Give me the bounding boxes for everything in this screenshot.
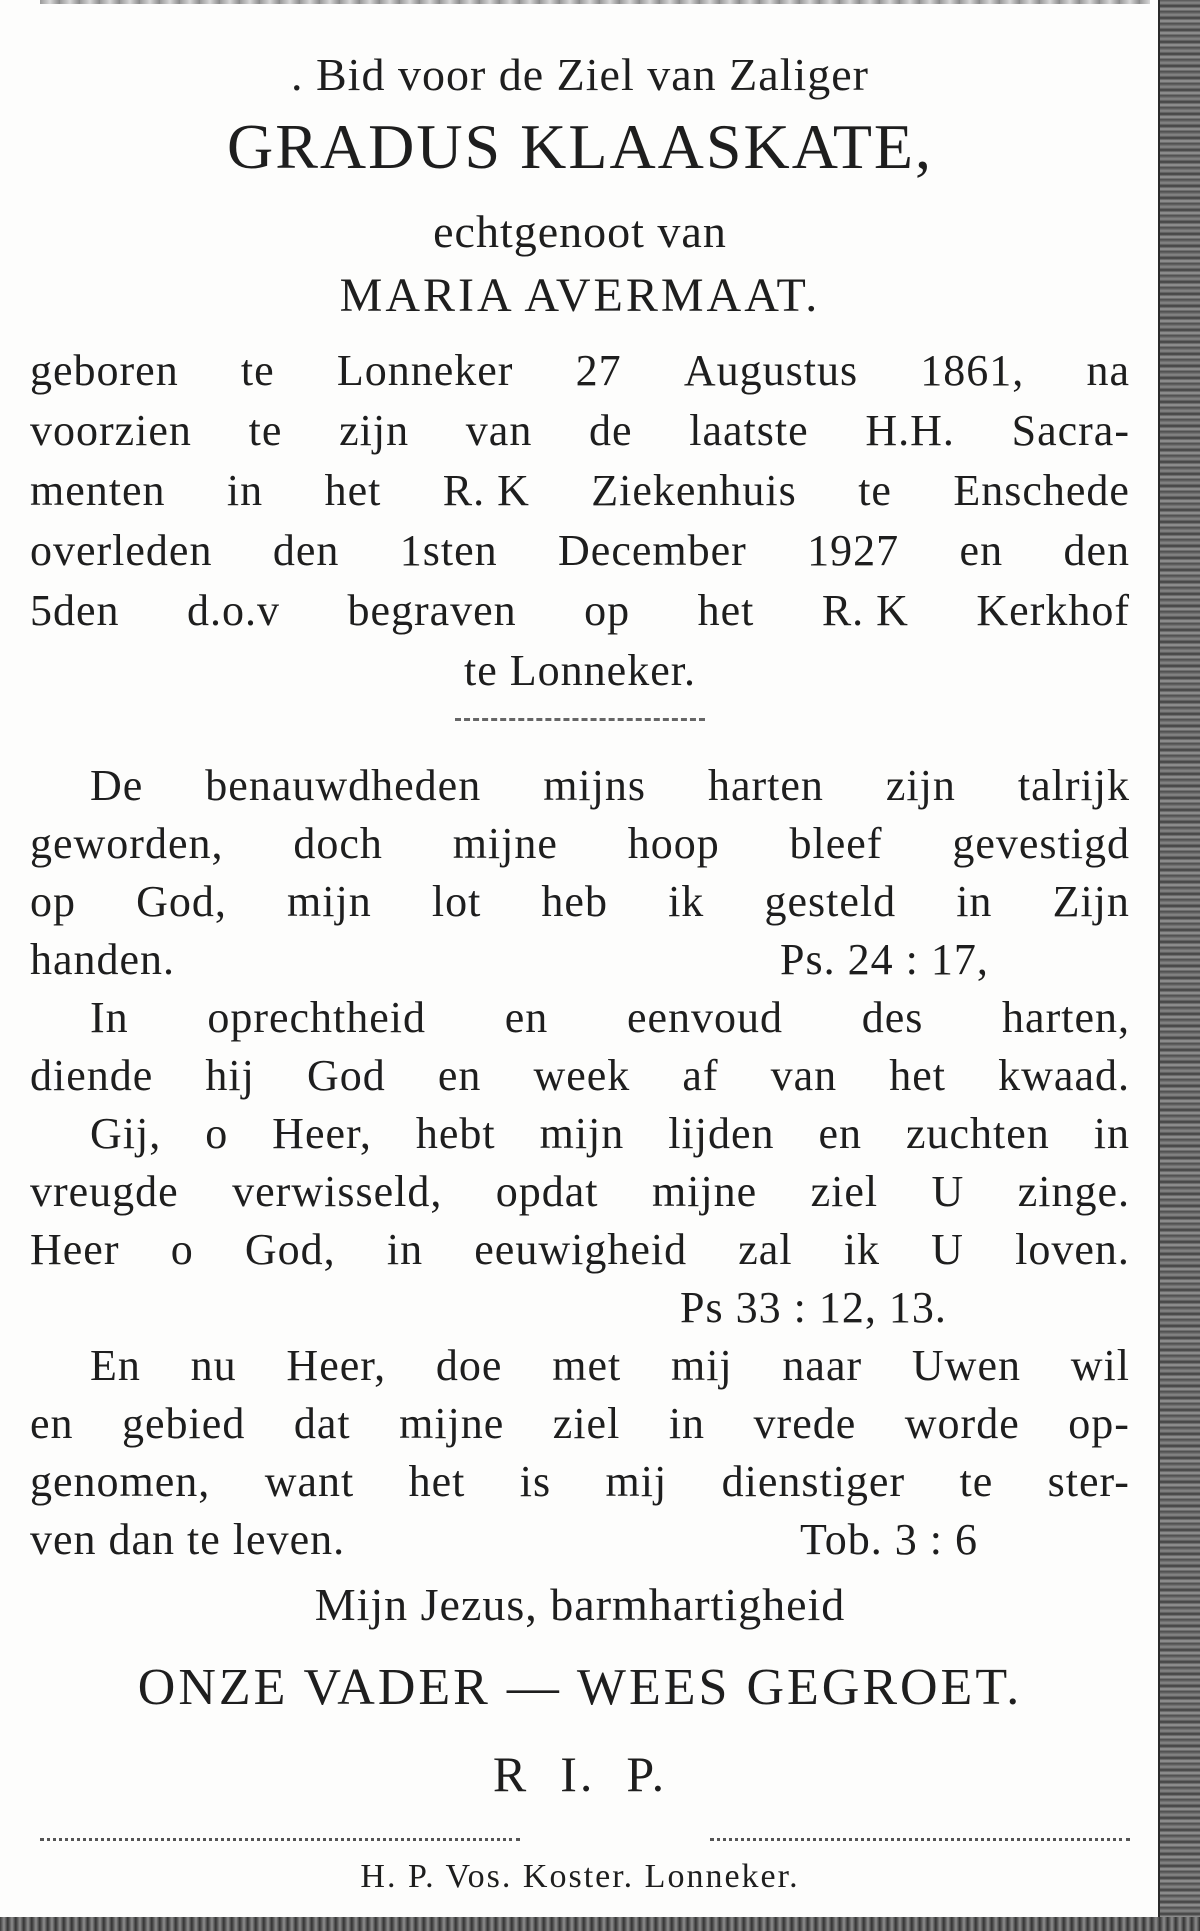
word: doch: [293, 819, 383, 868]
word: H.H.: [865, 406, 955, 455]
word: met: [552, 1341, 622, 1390]
word: het: [889, 1051, 947, 1100]
word: en: [818, 1109, 862, 1158]
word: R. K: [442, 466, 530, 515]
verse-last-line: ven dan te leven.: [30, 1515, 346, 1564]
word: mij: [670, 1341, 733, 1390]
word: d.o.v: [186, 586, 280, 635]
word: genomen,: [30, 1457, 211, 1506]
word: en: [30, 1399, 74, 1448]
word: geworden,: [30, 819, 224, 868]
word: ziel: [552, 1399, 621, 1448]
word: in: [386, 1225, 424, 1274]
word: zijn: [339, 406, 410, 455]
word: God,: [136, 877, 227, 926]
bio-line: [30, 405, 1130, 456]
prayer-heading: . Bid voor de Ziel van Zaliger: [290, 49, 869, 100]
word: mijn: [539, 1109, 625, 1158]
word: en: [504, 993, 549, 1042]
bio-line: [30, 345, 1130, 396]
word: af: [682, 1051, 719, 1100]
bio-last-line: te Lonneker.: [464, 646, 696, 695]
word: zal: [738, 1225, 793, 1274]
closing-prayers: ONZE VADER — WEES GEGROET.: [137, 1659, 1023, 1716]
word: op-: [1068, 1399, 1130, 1448]
word: na: [1086, 346, 1130, 395]
word: hoop: [627, 819, 720, 868]
word: en: [959, 526, 1004, 575]
scanner-shadow-right: [1160, 0, 1200, 1931]
word: harten,: [1002, 993, 1130, 1042]
verse-line: [30, 1050, 1130, 1101]
word: 5den: [30, 586, 120, 635]
word: ziel: [810, 1167, 879, 1216]
footer-rule-left: [40, 1838, 520, 1841]
verse-line: [30, 1398, 1130, 1449]
word: de: [589, 406, 633, 455]
word: U: [931, 1167, 965, 1216]
deceased-name: GRADUS KLAASKATE,: [226, 111, 934, 182]
word: Augustus: [683, 346, 859, 395]
word: diende: [30, 1051, 154, 1100]
word: In: [90, 993, 129, 1042]
bio-line: [30, 585, 1130, 636]
word: Zijn: [1052, 877, 1130, 926]
word: R. K: [821, 586, 909, 635]
word: begraven: [347, 586, 517, 635]
word: geboren: [30, 346, 179, 395]
scanner-shadow-bottom: [0, 1917, 1200, 1931]
word: in: [956, 877, 993, 926]
word: naar: [782, 1341, 863, 1390]
word: ik: [843, 1225, 880, 1274]
word: heb: [541, 877, 608, 926]
word: Ziekenhuis: [591, 466, 797, 515]
word: benauwdheden: [205, 761, 482, 810]
word: het: [324, 466, 382, 515]
word: mijne: [399, 1399, 505, 1448]
word: Uwen: [911, 1341, 1021, 1390]
word: 1927: [807, 526, 900, 575]
word: Kerkhof: [976, 586, 1130, 635]
word: te: [240, 346, 275, 395]
word: Gij,: [90, 1109, 162, 1158]
verse-line: [30, 1224, 1130, 1275]
word: De: [90, 761, 144, 810]
word: zuchten: [905, 1109, 1050, 1158]
rip: R I. P.: [492, 1746, 668, 1802]
word: eenvoud: [626, 993, 784, 1042]
word: God: [306, 1051, 386, 1100]
word: harten: [707, 761, 824, 810]
word: dienstiger: [721, 1457, 906, 1506]
verse-line: [30, 1166, 1130, 1217]
card-top-edge: [40, 0, 1150, 4]
word: kwaad.: [998, 1051, 1130, 1100]
word: God,: [244, 1225, 336, 1274]
word: laatste: [689, 406, 809, 455]
spouse-intro: echtgenoot van: [433, 206, 727, 257]
word: opdat: [495, 1167, 599, 1216]
word: des: [861, 993, 924, 1042]
word: mijns: [543, 761, 646, 810]
verse-line: [90, 760, 1130, 811]
word: lot: [431, 877, 482, 926]
bio-line: [30, 525, 1130, 576]
footer-rule-right: [710, 1838, 1130, 1841]
verse-line: [90, 1108, 1130, 1159]
word: eeuwigheid: [474, 1225, 688, 1274]
word: hij: [205, 1051, 255, 1100]
word: gevestigd: [952, 819, 1130, 868]
word: te: [248, 406, 283, 455]
scripture-reference: Tob. 3 : 6: [800, 1515, 979, 1564]
bio-line: [30, 465, 1130, 516]
verse-last-word: handen.: [30, 935, 176, 984]
word: vrede: [753, 1399, 857, 1448]
word: 27: [575, 346, 622, 395]
word: December: [558, 526, 747, 575]
word: lijden: [668, 1109, 775, 1158]
word: o: [205, 1109, 229, 1158]
word: Heer,: [272, 1109, 372, 1158]
word: overleden: [30, 526, 213, 575]
word: 1sten: [399, 526, 498, 575]
word: mijn: [287, 877, 372, 926]
word: oprechtheid: [207, 993, 427, 1042]
word: van: [770, 1051, 838, 1100]
word: gebied: [122, 1399, 246, 1448]
word: o: [170, 1225, 194, 1274]
word: U: [931, 1225, 964, 1274]
scripture-reference: Ps 33 : 12, 13.: [680, 1283, 947, 1332]
word: den: [1063, 526, 1130, 575]
spouse-name: MARIA AVERMAAT.: [339, 269, 821, 322]
verse-line: [90, 992, 1130, 1043]
word: nu: [190, 1341, 237, 1390]
scripture-reference: Ps. 24 : 17,: [780, 935, 989, 984]
word: 1861,: [920, 346, 1025, 395]
word: mij: [605, 1457, 668, 1506]
word: doe: [435, 1341, 503, 1390]
word: voorzien: [30, 406, 192, 455]
word: van: [465, 406, 533, 455]
word: zijn: [885, 761, 956, 810]
word: is: [519, 1457, 552, 1506]
word: op: [30, 877, 76, 926]
invocation: Mijn Jezus, barmhartigheid: [314, 1579, 846, 1630]
word: in: [226, 466, 264, 515]
word: te: [959, 1457, 994, 1506]
word: in: [1093, 1109, 1130, 1158]
verse-line: [90, 1340, 1130, 1391]
word: Enschede: [953, 466, 1130, 515]
word: en: [437, 1051, 482, 1100]
word: want: [264, 1457, 355, 1506]
word: bleef: [789, 819, 883, 868]
word: ik: [668, 877, 705, 926]
word: zinge.: [1017, 1167, 1130, 1216]
verse-line: [30, 876, 1130, 927]
word: gesteld: [764, 877, 897, 926]
word: te: [858, 466, 892, 515]
printer-credit: H. P. Vos. Koster. Lonneker.: [360, 1858, 800, 1895]
word: hebt: [415, 1109, 496, 1158]
section-divider: [455, 718, 705, 721]
word: Sacra-: [1011, 406, 1130, 455]
word: En: [90, 1341, 141, 1390]
word: dat: [293, 1399, 351, 1448]
word: wil: [1070, 1341, 1130, 1390]
word: loven.: [1015, 1225, 1130, 1274]
word: het: [408, 1457, 466, 1506]
word: talrijk: [1017, 761, 1130, 810]
word: mijne: [452, 819, 558, 868]
verse-line: [30, 818, 1130, 869]
word: den: [272, 526, 340, 575]
word: het: [697, 586, 755, 635]
word: vreugde: [30, 1167, 179, 1216]
word: Heer,: [286, 1341, 387, 1390]
word: verwisseld,: [232, 1167, 443, 1216]
word: ster-: [1047, 1457, 1130, 1506]
word: Heer: [30, 1225, 120, 1274]
verse-line: [30, 1456, 1130, 1507]
word: mijne: [651, 1167, 758, 1216]
word: worde: [904, 1399, 1020, 1448]
word: menten: [30, 466, 166, 515]
word: week: [533, 1051, 631, 1100]
word: Lonneker: [336, 346, 514, 395]
word: op: [584, 586, 631, 635]
word: in: [668, 1399, 706, 1448]
